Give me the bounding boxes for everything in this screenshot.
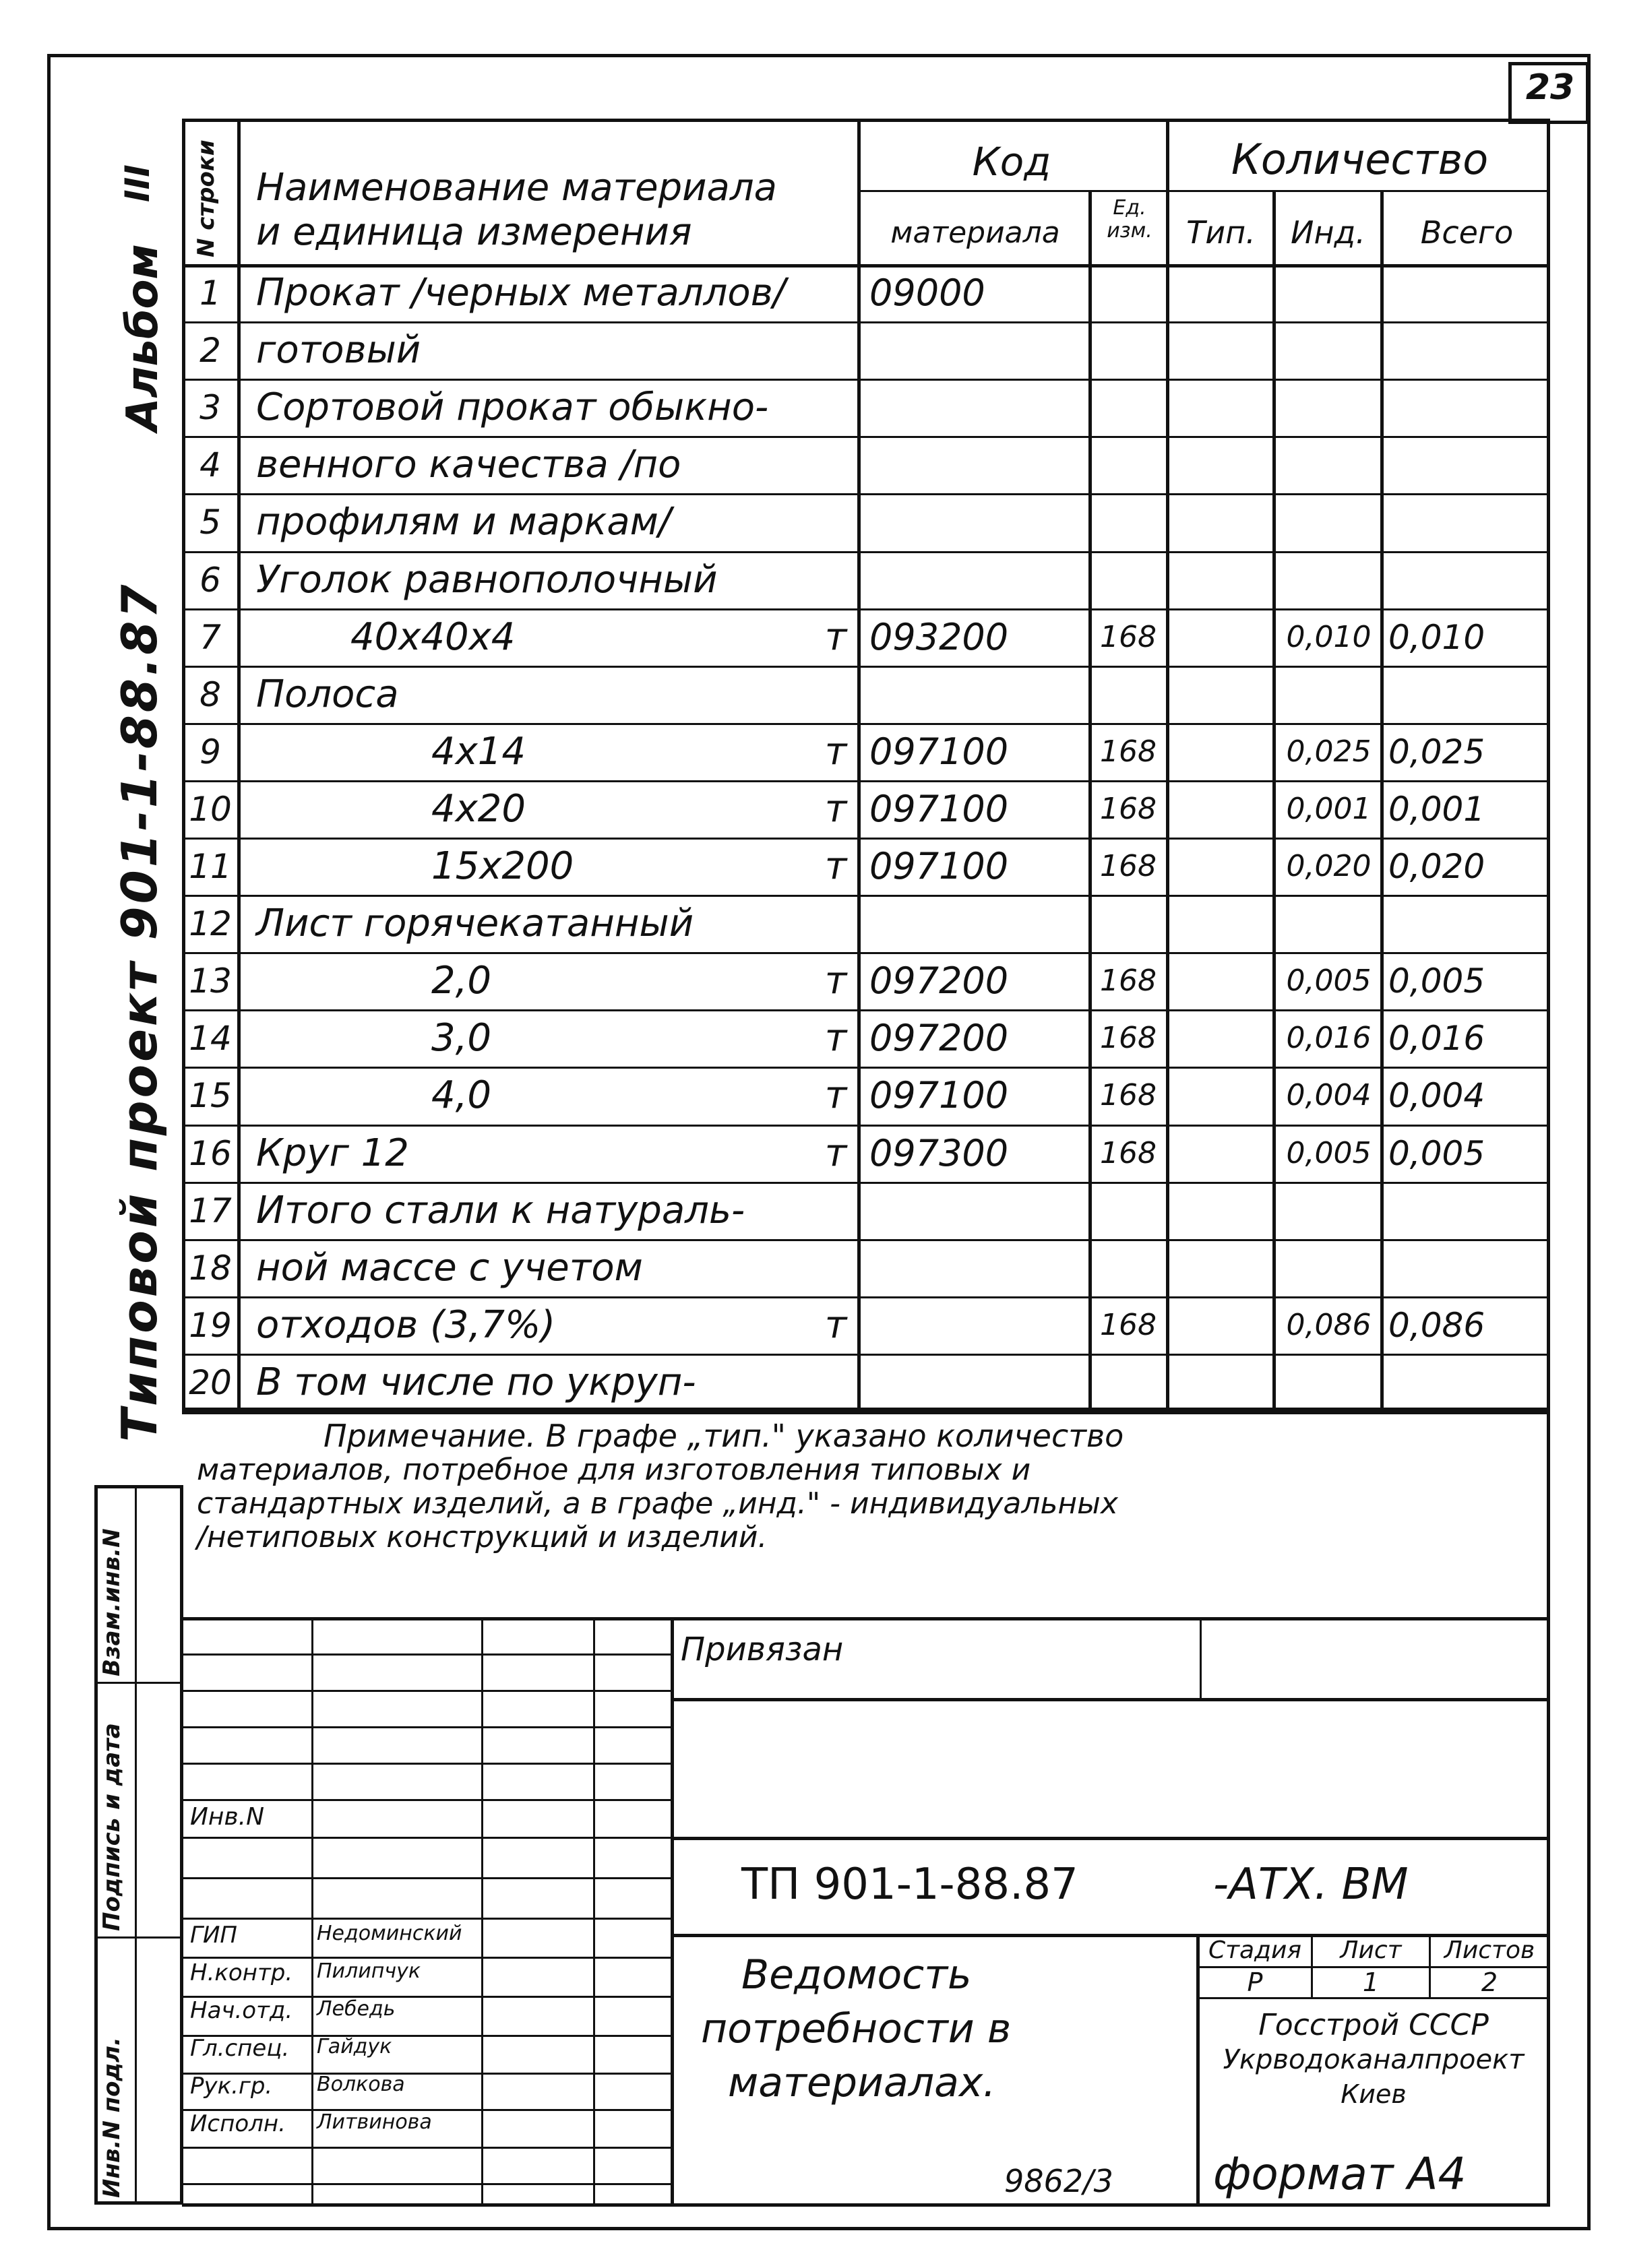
row-number: 12 <box>189 904 232 943</box>
stage-header: Стадия <box>1208 1936 1302 1964</box>
header-name-line2: и единица измерения <box>256 210 692 254</box>
tb-role: Исполн. <box>190 2110 286 2137</box>
row-ed: 168 <box>1100 1021 1157 1055</box>
row-name: 4х20 <box>431 787 526 831</box>
header-name-line1: Наименование материала <box>256 166 777 210</box>
tb-row-rule <box>183 1918 671 1920</box>
doc-title-line-3: материалах. <box>728 2059 996 2106</box>
row-name: ной массе с учетом <box>256 1246 643 1290</box>
row-ed: 168 <box>1100 849 1157 883</box>
row-name: Полоса <box>256 672 399 716</box>
row-number: 18 <box>189 1248 232 1288</box>
row-unit <box>816 666 856 723</box>
row-name: 2,0 <box>431 959 492 1003</box>
header-mid-rule <box>857 190 1550 192</box>
row-unit: т <box>824 1303 847 1347</box>
tb-stage-values-bottom <box>1196 1997 1550 1999</box>
row-tip <box>1169 493 1272 550</box>
row-vsego: 0,005 <box>1388 1133 1485 1173</box>
row-vsego: 0,010 <box>1388 617 1485 657</box>
tb-row-rule <box>183 1837 671 1839</box>
row-ind <box>1277 321 1380 379</box>
row-vsego: 0,016 <box>1388 1018 1485 1058</box>
header-q-total: Всего <box>1420 214 1514 251</box>
row-number: 14 <box>189 1018 232 1058</box>
row-unit <box>816 1182 856 1239</box>
row-number: 5 <box>199 502 221 542</box>
row-tip <box>1169 952 1272 1009</box>
doc-code: ТП 901-1-88.87 <box>741 1860 1078 1910</box>
col-line-n <box>237 119 241 1411</box>
row-ed: 168 <box>1100 964 1157 998</box>
row-tip <box>1169 666 1272 723</box>
row-number: 20 <box>189 1362 232 1402</box>
row-code: 097100 <box>869 1074 1009 1116</box>
tb-row-rule <box>183 1877 671 1879</box>
row-ind <box>1277 436 1380 493</box>
row-name: Прокат /черных металлов/ <box>256 271 786 315</box>
tb-person-name: Волкова <box>317 2073 405 2096</box>
row-unit <box>816 379 856 436</box>
footer-code: 9862/3 <box>1004 2163 1113 2199</box>
note-line-1: Примечание. В графе „тип." указано количество <box>324 1418 1124 1454</box>
row-ind <box>1277 264 1380 321</box>
row-tip <box>1169 1067 1272 1124</box>
row-unit: т <box>824 959 847 1003</box>
row-ind <box>1277 1182 1380 1239</box>
label-inv-podl: Инв.N подл. <box>98 2037 125 2198</box>
row-ind: 0,086 <box>1286 1308 1372 1342</box>
row-ind: 0,005 <box>1286 964 1372 998</box>
row-tip <box>1169 1239 1272 1296</box>
sheet-value: 1 <box>1362 1967 1380 1997</box>
note-line-4: /нетиповых конструкций и изделий. <box>197 1520 768 1554</box>
album-number: III <box>118 164 157 202</box>
project-label: Типовой проект 901-1-88.87 <box>111 581 168 1442</box>
row-tip <box>1169 436 1272 493</box>
row-unit: т <box>824 1073 847 1117</box>
row-vsego: 0,001 <box>1388 789 1485 829</box>
row-ind <box>1277 1239 1380 1296</box>
page-number: 23 <box>1525 67 1575 108</box>
row-name: Итого стали к натураль- <box>256 1189 745 1232</box>
row-ed: 168 <box>1100 1136 1157 1170</box>
row-name: профилям и маркам/ <box>256 500 671 544</box>
row-ed: 168 <box>1100 792 1157 826</box>
row-ed <box>1092 1182 1165 1239</box>
row-ed: 168 <box>1100 734 1157 769</box>
row-ind: 0,010 <box>1286 620 1372 654</box>
privyazan-label: Привязан <box>681 1631 844 1668</box>
header-row-no: N строки <box>193 139 220 257</box>
row-ind <box>1277 379 1380 436</box>
row-number: 15 <box>189 1075 232 1115</box>
row-unit <box>816 264 856 321</box>
row-name: В том числе по укруп- <box>256 1360 696 1404</box>
row-unit <box>816 436 856 493</box>
tb-privyazan-bottom <box>671 1698 1550 1701</box>
header-q-ind: Инд. <box>1291 214 1365 251</box>
tb-person-name: Лебедь <box>317 1997 396 2021</box>
margin-stamp-rule-2 <box>94 1936 183 1939</box>
row-unit: т <box>824 1016 847 1060</box>
row-name: венного качества /по <box>256 443 681 486</box>
rows-bottom-rule <box>182 1411 1550 1414</box>
row-code: 097300 <box>869 1132 1009 1174</box>
row-unit <box>816 1239 856 1296</box>
row-tip <box>1169 838 1272 895</box>
row-unit <box>816 895 856 952</box>
row-number: 10 <box>189 789 232 829</box>
row-number: 9 <box>199 732 221 771</box>
tb-role: Н.контр. <box>190 1959 293 1986</box>
tb-row-rule <box>183 1763 671 1765</box>
title-block-top-rule <box>182 1617 1550 1620</box>
row-ind <box>1277 551 1380 608</box>
row-vsego: 0,020 <box>1388 846 1485 886</box>
row-name: Лист горячекатанный <box>256 902 694 945</box>
row-ind <box>1277 1354 1380 1411</box>
row-unit: т <box>824 787 847 831</box>
note-line-2: материалов, потребное для изготовления типовых и <box>197 1453 1031 1487</box>
row-unit: т <box>824 1131 847 1175</box>
row-code: 097200 <box>869 959 1009 1002</box>
row-ed <box>1092 666 1165 723</box>
row-vsego: 0,086 <box>1388 1305 1485 1345</box>
row-name: отходов (3,7%) <box>256 1303 556 1347</box>
tb-person-name: Гайдук <box>317 2035 392 2058</box>
row-ind: 0,001 <box>1286 792 1372 826</box>
row-number: 16 <box>189 1133 232 1173</box>
sheets-header: Листов <box>1444 1936 1535 1964</box>
sheets-value: 2 <box>1481 1967 1498 1997</box>
tb-person-name: Литвинова <box>317 2110 432 2134</box>
org-line-3: Киев <box>1341 2079 1407 2109</box>
tb-col-4 <box>671 1617 674 2205</box>
row-ed <box>1092 1239 1165 1296</box>
doc-title-line-2: потребности в <box>701 2005 1012 2052</box>
tb-role: Гл.спец. <box>190 2035 290 2062</box>
row-ed <box>1092 436 1165 493</box>
row-code: 097200 <box>869 1017 1009 1059</box>
row-code: 093200 <box>869 616 1009 658</box>
row-name: 4,0 <box>431 1073 492 1117</box>
row-code: 097100 <box>869 730 1009 773</box>
row-tip <box>1169 780 1272 838</box>
tb-col-3 <box>593 1617 595 2205</box>
stage-value: Р <box>1247 1967 1263 1997</box>
row-number: 11 <box>189 846 232 886</box>
header-code-material: материала <box>890 216 1060 250</box>
row-tip <box>1169 379 1272 436</box>
row-code: 097100 <box>869 788 1009 830</box>
row-ed <box>1092 379 1165 436</box>
sheet-header: Лист <box>1340 1936 1402 1964</box>
row-number: 19 <box>189 1305 232 1345</box>
row-unit: т <box>824 730 847 774</box>
row-tip <box>1169 321 1272 379</box>
row-ind: 0,016 <box>1286 1021 1372 1055</box>
row-code: 097100 <box>869 845 1009 887</box>
tb-row-rule <box>183 2147 671 2149</box>
row-ed <box>1092 895 1165 952</box>
row-number: 4 <box>199 445 221 484</box>
row-vsego: 0,025 <box>1388 732 1485 771</box>
row-vsego: 0,004 <box>1388 1075 1485 1115</box>
row-unit <box>816 493 856 550</box>
row-unit <box>816 1354 856 1411</box>
row-unit: т <box>824 615 847 659</box>
row-ed <box>1092 264 1165 321</box>
row-name: 3,0 <box>431 1016 492 1060</box>
row-number: 13 <box>189 961 232 1001</box>
row-name: Уголок равнополочный <box>256 558 718 602</box>
row-ind <box>1277 895 1380 952</box>
row-ed <box>1092 321 1165 379</box>
row-number: 8 <box>199 674 221 714</box>
row-number: 2 <box>199 330 221 370</box>
row-ed: 168 <box>1100 1078 1157 1112</box>
tb-col-1 <box>311 1617 313 2205</box>
row-tip <box>1169 1125 1272 1182</box>
row-unit: т <box>824 844 847 888</box>
row-ed: 168 <box>1100 1308 1157 1342</box>
row-ed <box>1092 1354 1165 1411</box>
col-line-tip <box>1272 190 1276 1411</box>
label-vzam-inv: Взам.инв.N <box>98 1528 125 1676</box>
row-tip <box>1169 1182 1272 1239</box>
tb-role: Нач.отд. <box>190 1997 293 2024</box>
row-ind <box>1277 493 1380 550</box>
org-line-2: Укрводоканалпроект <box>1223 2044 1525 2075</box>
inv-no-label: Инв.N <box>190 1803 265 1831</box>
tb-role: Рук.гр. <box>190 2073 273 2100</box>
margin-stamp-divider <box>135 1485 137 2205</box>
margin-stamp-rule-1 <box>94 1682 183 1684</box>
row-name: Круг 12 <box>256 1131 409 1175</box>
tb-row-rule <box>183 2183 671 2185</box>
header-code: Код <box>972 139 1051 185</box>
row-name: 15х200 <box>431 844 574 888</box>
row-ind: 0,020 <box>1286 849 1372 883</box>
row-ind: 0,025 <box>1286 734 1372 769</box>
header-quantity: Количество <box>1231 135 1489 184</box>
row-tip <box>1169 1009 1272 1067</box>
col-line-ind <box>1380 190 1384 1411</box>
title-block-bottom-rule <box>182 2203 1550 2207</box>
tb-person-name: Недоминский <box>317 1922 462 1945</box>
row-name: 4х14 <box>431 730 526 774</box>
row-code: 09000 <box>869 272 985 314</box>
row-name: 40х40х4 <box>350 615 516 659</box>
org-line-1: Госстрой СССР <box>1258 2008 1489 2042</box>
row-number: 17 <box>189 1191 232 1230</box>
row-vsego: 0,005 <box>1388 961 1485 1001</box>
tb-col-2 <box>481 1617 483 2205</box>
header-q-type: Тип. <box>1186 214 1256 251</box>
tb-code-top <box>671 1837 1550 1840</box>
header-code-unit: Ед. изм. <box>1107 196 1152 243</box>
row-number: 1 <box>199 273 221 313</box>
row-tip <box>1169 1354 1272 1411</box>
label-podpis-data: Подпись и дата <box>98 1723 125 1931</box>
tb-row-rule <box>183 1726 671 1728</box>
row-name: готовый <box>256 328 421 372</box>
row-tip <box>1169 723 1272 780</box>
tb-col-privyazan <box>1200 1617 1202 1698</box>
row-number: 3 <box>199 387 221 427</box>
col-line-name <box>857 119 861 1411</box>
row-tip <box>1169 608 1272 666</box>
row-tip <box>1169 551 1272 608</box>
row-name: Сортовой прокат обыкно- <box>256 385 769 429</box>
row-ind <box>1277 666 1380 723</box>
tb-row-rule <box>183 1957 671 1959</box>
footer-format: формат А4 <box>1213 2148 1467 2200</box>
row-ed <box>1092 551 1165 608</box>
tb-row-rule <box>183 1653 671 1656</box>
row-tip <box>1169 1296 1272 1354</box>
row-ed: 168 <box>1100 620 1157 654</box>
row-tip <box>1169 895 1272 952</box>
row-unit <box>816 321 856 379</box>
row-number: 6 <box>199 560 221 600</box>
row-ed <box>1092 493 1165 550</box>
row-ind: 0,005 <box>1286 1136 1372 1170</box>
row-unit <box>816 551 856 608</box>
row-ind: 0,004 <box>1286 1078 1372 1112</box>
note-line-3: стандартных изделий, а в графе „инд." - индивидуальных <box>197 1486 1118 1521</box>
doc-title-line-1: Ведомость <box>741 1951 972 1998</box>
doc-suffix: -АТХ. ВМ <box>1213 1860 1409 1910</box>
tb-role: ГИП <box>190 1922 237 1949</box>
tb-person-name: Пилипчук <box>317 1959 421 1983</box>
tb-row-rule <box>183 1690 671 1692</box>
row-number: 7 <box>199 617 221 657</box>
album-label: Альбом <box>118 244 168 431</box>
row-tip <box>1169 264 1272 321</box>
tb-row-rule <box>183 1799 671 1801</box>
